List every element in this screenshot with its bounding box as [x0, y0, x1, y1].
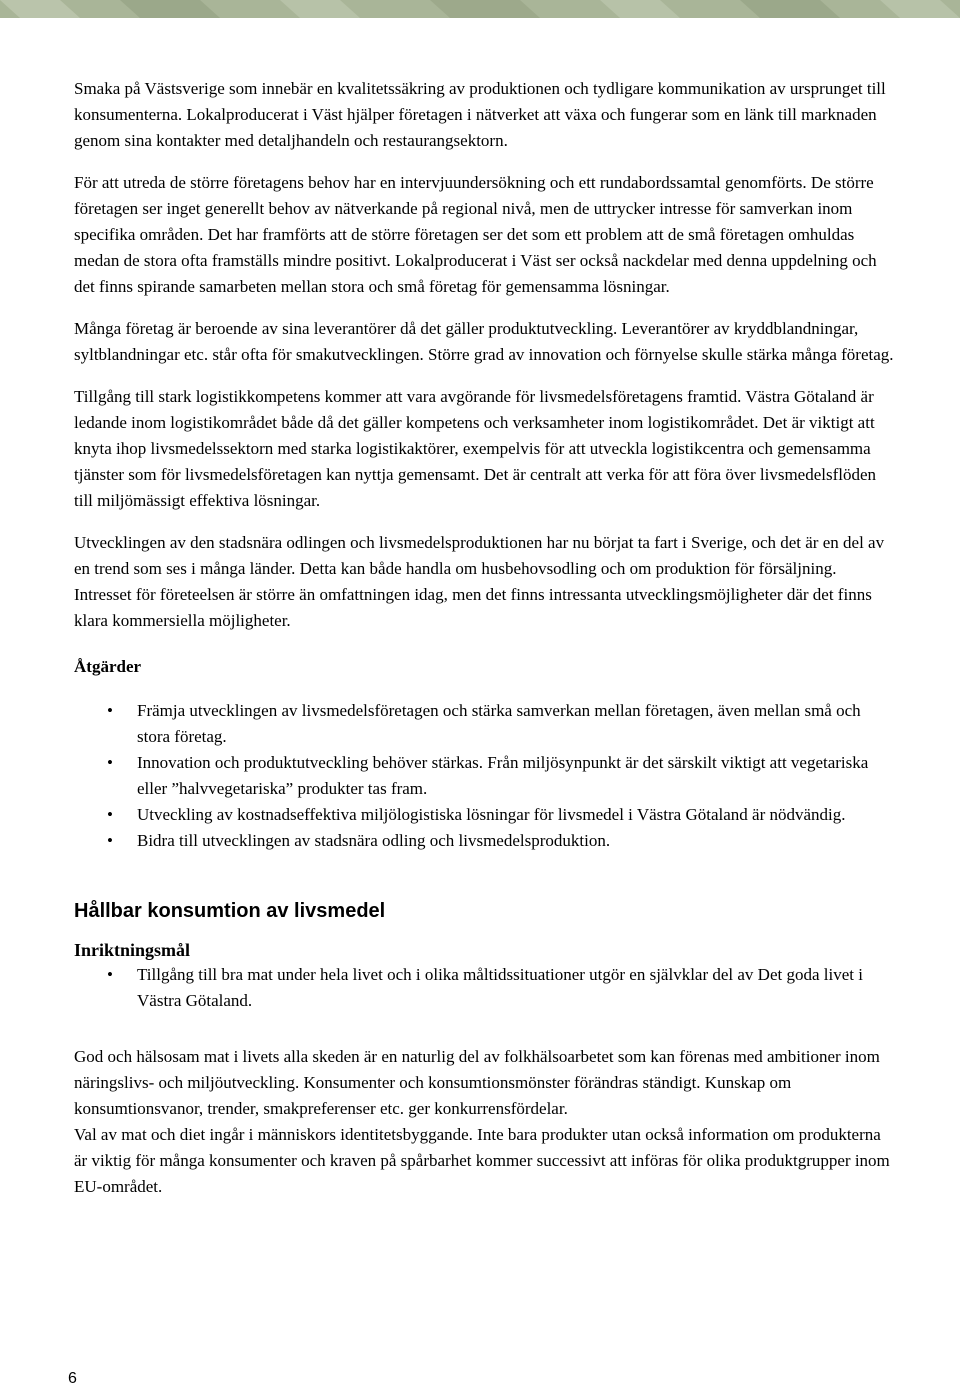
list-item: • Utveckling av kostnadseffektiva miljölogistiska lösningar för livsmedel i Västra Götaland är nödvändig.	[74, 802, 894, 828]
header-decorative-band	[0, 0, 960, 18]
atgarder-heading: Åtgärder	[74, 657, 142, 676]
list-item: • Innovation och produktutveckling behöver stärkas. Från miljösynpunkt är det särskilt viktigt att vegetariska eller ”halvvegetariska” produkter tas fram.	[74, 750, 894, 802]
paragraph: Val av mat och diet ingår i människors identitetsbyggande. Inte bara produkter utan också information om produkterna är viktig för många konsumenter och kraven på spårbarhet kommer successivt att införas för olika produktgrupper inom EU-området.	[74, 1125, 890, 1196]
section-title: Hållbar konsumtion av livsmedel	[74, 900, 386, 922]
document-body	[74, 76, 894, 1200]
paragraph: Utvecklingen av den stadsnära odlingen och livsmedelsproduktionen har nu börjat ta fart i Sverige, och det är en del av en trend som ses i många länder. Detta kan både handla om husbehovsodling och om produktion för försäljning. Intresset för företeelsen är större än omfattningen idag, men det finns intressanta utvecklingsmöjligheter där det finns klara kommersiella möjligheter.	[74, 533, 885, 630]
paragraph: För att utreda de större företagens behov har en intervjuundersökning och ett rundabordssamtal genomförts. De större företagen ser inget generellt behov av nätverkande på regional nivå, men de uttrycker intresse för samverkan inom specifika områden. Det har framförts att de större företagen ser det som ett problem att de små företagen omhuldas medan de stora ofta framställs mindre positivt. Lokalproducerat i Väst ser också nackdelar med denna uppdelning och det finns spirande samarbeten mellan stora och små företag för gemensamma lösningar.	[74, 173, 877, 296]
paragraph: Smaka på Västsverige som innebär en kvalitetssäkring av produktionen och tydligare kommunikation av ursprunget till konsumenterna. Lokalproducerat i Väst hjälper företagen i nätverket att växa och fungerar som en länk till marknaden genom sina kontakter med detaljhandeln och restaurangsektorn.	[74, 79, 886, 150]
list-item: • Bidra till utvecklingen av stadsnära odling och livsmedelsproduktion.	[74, 828, 894, 854]
page-number: 6	[68, 1370, 77, 1387]
list-item: • Främja utvecklingen av livsmedelsföretagen och stärka samverkan mellan företagen, även mellan små och stora företag.	[74, 698, 894, 750]
paragraph: God och hälsosam mat i livets alla skeden är en naturlig del av folkhälsoarbetet som kan förenas med ambitioner inom näringslivs- och miljöutveckling. Konsumenter och konsumtionsmönster förändras ständigt. Kunskap om konsumtionsvanor, trender, smakpreferenser etc. ger konkurrensfördelar.	[74, 1047, 880, 1118]
section-subtitle: Inriktningsmål	[74, 940, 191, 960]
header-pattern	[0, 0, 960, 18]
goal-list	[74, 962, 894, 1014]
paragraph: Många företag är beroende av sina leverantörer då det gäller produktutveckling. Leverantörer av kryddblandningar, syltblandningar etc. står ofta för smakutvecklingen. Större grad av innovation och förnyelse skulle stärka många företag.	[74, 319, 894, 364]
atgarder-list	[74, 698, 894, 854]
paragraph: Tillgång till stark logistikkompetens kommer att vara avgörande för livsmedelsföretagens framtid. Västra Götaland är ledande inom logistikområdet både då det gäller kompetens och verksamheter inom logistikområdet. Det är viktigt att knyta ihop livsmedelssektorn med starka logistikaktörer, exempelvis för att utveckla logistikcentra och gemensamma tjänster som för livsmedelsföretagen kan nyttja gemensamt. Det är centralt att verka för att föra över livsmedelsflöden till miljömässigt effektiva lösningar.	[74, 387, 877, 510]
list-item: • Tillgång till bra mat under hela livet och i olika måltidssituationer utgör en självklar del av Det goda livet i Västra Götaland.	[74, 962, 894, 1014]
